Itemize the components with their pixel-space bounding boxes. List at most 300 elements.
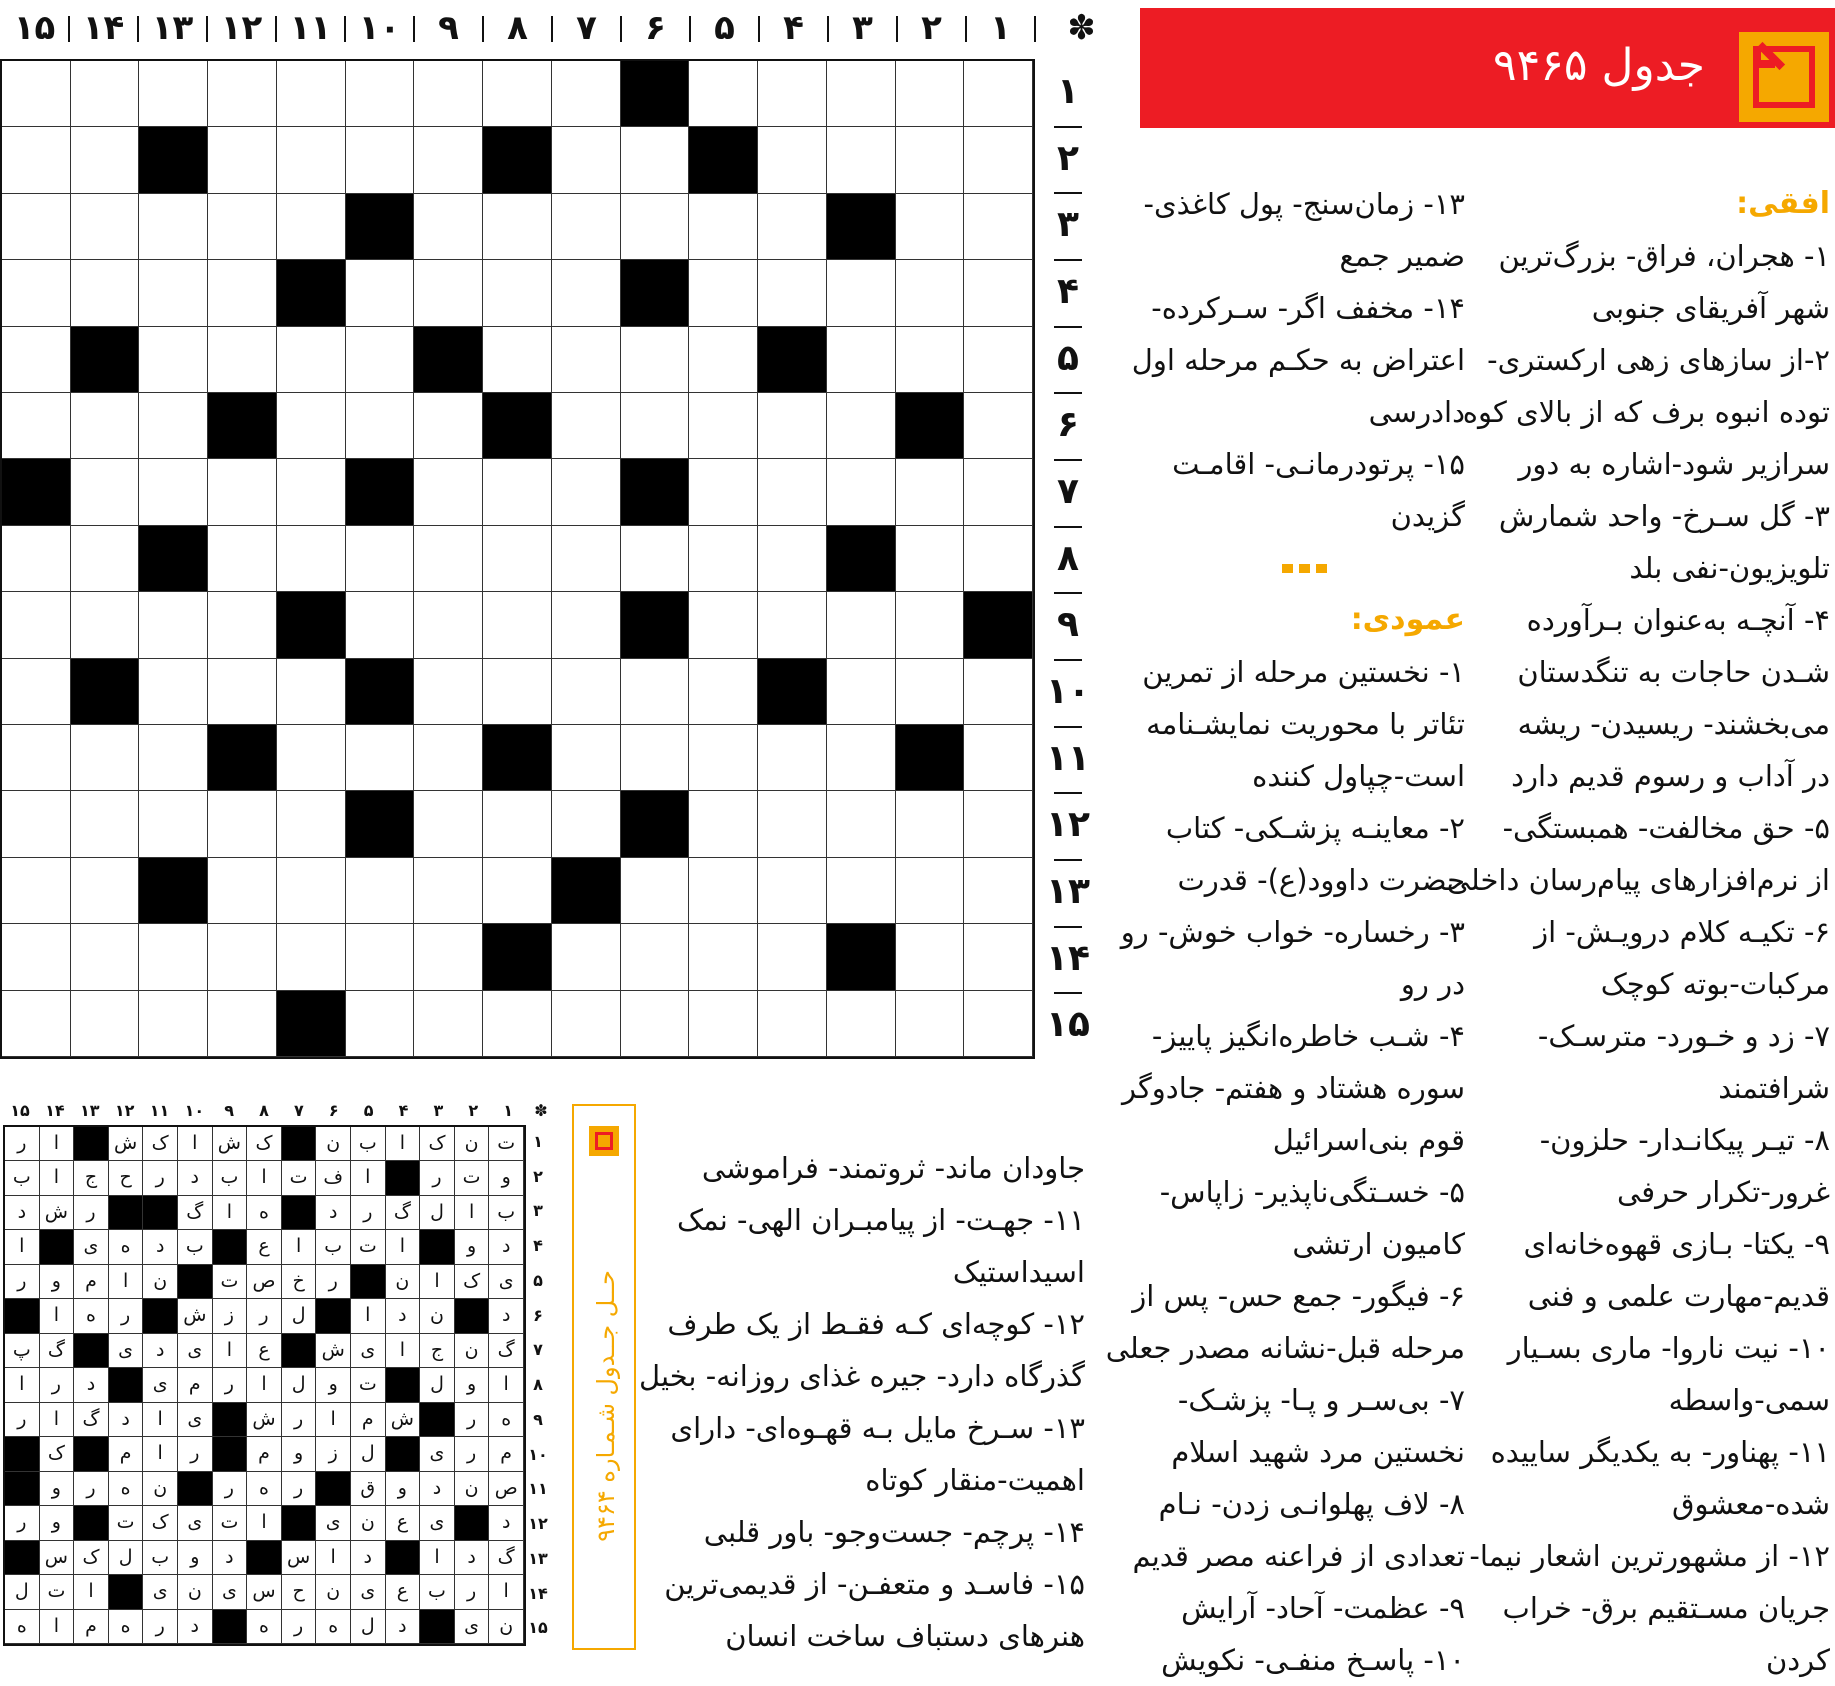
solution-letter: ا [74, 1575, 109, 1609]
solution-black-cell [420, 1610, 455, 1644]
solution-row-number: ۱۱ [528, 1479, 548, 1499]
solution-column-number: ۲ [468, 1101, 479, 1120]
horizontal-clue-line: ۱- هجران، فراق- بزرگ‌ترین [1498, 239, 1830, 273]
solution-letter: ش [40, 1196, 75, 1230]
column-divider [758, 16, 760, 42]
solution-row-number: ۵ [533, 1270, 543, 1290]
grid-cell [208, 592, 277, 658]
corner-arrow-logo-icon [1739, 32, 1829, 122]
solution-letter: د [178, 1161, 213, 1195]
horizontal-clues [1446, 178, 1830, 1686]
black-cell [2, 459, 71, 525]
solution-letter: د [386, 1299, 421, 1333]
solution-letter: ن [489, 1610, 524, 1644]
solution-letter: ا [489, 1575, 524, 1609]
solution-letter: ل [282, 1299, 317, 1333]
grid-cell [139, 659, 208, 725]
black-cell [552, 858, 621, 924]
grid-cell [2, 725, 71, 791]
grid-cell [346, 127, 415, 193]
grid-cell [964, 459, 1033, 525]
grid-cell [896, 327, 965, 393]
vertical-clue-line: ۷- بی‌سـر و پـا- پزشـک- [1177, 1383, 1465, 1417]
grid-cell [483, 592, 552, 658]
solution-column-number: ۸ [259, 1101, 269, 1120]
solution-black-cell [247, 1541, 282, 1575]
row-divider [1054, 259, 1082, 261]
grid-cell [2, 127, 71, 193]
black-cell [346, 194, 415, 260]
solution-letter: ا [351, 1299, 386, 1333]
horizontal-clue-line: ۱۴- مخفف اگر- سـرکرده- [1151, 291, 1465, 325]
grid-cell [827, 327, 896, 393]
solution-letter: ی [351, 1575, 386, 1609]
solution-letter: ع [386, 1506, 421, 1540]
solution-letter: ه [489, 1403, 524, 1437]
solution-letter: د [489, 1506, 524, 1540]
grid-cell [208, 127, 277, 193]
solution-row-number: ۹ [533, 1409, 543, 1429]
column-numbers [0, 2, 1095, 54]
solution-letter: ل [351, 1610, 386, 1644]
grid-cell [139, 194, 208, 260]
grid-cell [483, 459, 552, 525]
solution-black-cell [420, 1230, 455, 1264]
solution-row-number: ۱۳ [528, 1548, 548, 1568]
solution-letter: ا [247, 1161, 282, 1195]
solution-row-number: ۱۰ [528, 1444, 548, 1464]
solution-letter: ک [247, 1127, 282, 1161]
solution-letter: ر [5, 1265, 40, 1299]
grid-cell [208, 327, 277, 393]
solution-letter: ل [420, 1196, 455, 1230]
grid-cell [414, 194, 483, 260]
solution-black-cell [74, 1127, 109, 1161]
vertical-clue-line: مرحله قبل-نشانه مصدر جعلی [1105, 1331, 1465, 1365]
solution-letter: و [455, 1230, 490, 1264]
grid-cell [71, 791, 140, 857]
grid-cell [896, 791, 965, 857]
grid-cell [208, 526, 277, 592]
grid-cell [964, 858, 1033, 924]
black-cell [346, 791, 415, 857]
solution-letter: ی [420, 1506, 455, 1540]
horizontal-clue-line: شـدن حاجات به تنگدستان [1517, 655, 1830, 689]
solution-letter: ی [109, 1334, 144, 1368]
black-cell [71, 659, 140, 725]
column-divider [551, 16, 553, 42]
column-divider [620, 16, 622, 42]
solution-letter: ا [109, 1265, 144, 1299]
grid-cell [414, 61, 483, 127]
star-marker: ✽ [1067, 8, 1096, 48]
vertical-clue-line: ۲- معاینـه پزشـکی- کتاب [1165, 811, 1465, 845]
grid-cell [414, 592, 483, 658]
solution-letter: ی [316, 1506, 351, 1540]
solution-letter: ه [109, 1610, 144, 1644]
horizontal-clue-line: تلویزیون-نفی بلد [1629, 551, 1830, 585]
grid-cell [896, 592, 965, 658]
row-number: ۱۲ [1046, 804, 1090, 846]
previous-vertical-clue-line: ۱۳- سـرخ مایل بـه قهـوه‌ای- دارای [670, 1411, 1085, 1445]
solution-black-cell [74, 1437, 109, 1471]
solution-grid [3, 1125, 526, 1646]
solution-letter: گ [489, 1541, 524, 1575]
grid-cell [552, 459, 621, 525]
grid-cell [139, 327, 208, 393]
grid-cell [483, 526, 552, 592]
solution-row-number: ۳ [533, 1201, 543, 1221]
grid-cell [277, 327, 346, 393]
solution-black-cell [386, 1437, 421, 1471]
solution-letter: ر [109, 1299, 144, 1333]
solution-letter: ی [74, 1230, 109, 1264]
grid-cell [758, 459, 827, 525]
solution-letter: ا [5, 1368, 40, 1402]
solution-letter: ن [351, 1506, 386, 1540]
solution-letter: م [109, 1437, 144, 1471]
horizontal-clue-line: ۵- حق مخالفت- همبستگی- [1502, 811, 1830, 845]
horizontal-clue-line: توده انبوه برف که از بالای کوه [1462, 395, 1830, 429]
solution-letter: گ [489, 1334, 524, 1368]
solution-black-cell [5, 1541, 40, 1575]
column-number: ۷ [576, 8, 597, 48]
solution-letter: ب [420, 1575, 455, 1609]
solution-column-number: ۷ [294, 1101, 304, 1120]
solution-letter: ج [420, 1334, 455, 1368]
solution-letter: ر [455, 1403, 490, 1437]
solution-column-number: ۱۰ [184, 1101, 205, 1120]
solution-letter: ل [109, 1541, 144, 1575]
grid-cell [689, 924, 758, 990]
horizontal-clue-line: ۶- تکیـه کلام درویـش- از [1534, 915, 1830, 949]
grid-cell [2, 592, 71, 658]
grid-cell [896, 858, 965, 924]
previous-vertical-clue-line: جاودان ماند- ثروتمند- فراموشی [701, 1151, 1085, 1185]
grid-cell [277, 194, 346, 260]
solution-logo-icon [589, 1126, 619, 1156]
solution-letter: ر [316, 1265, 351, 1299]
grid-cell [758, 61, 827, 127]
grid-cell [71, 924, 140, 990]
solution-letter: ه [247, 1472, 282, 1506]
solution-letter: م [247, 1437, 282, 1471]
solution-letter: ع [386, 1575, 421, 1609]
horizontal-clue-line: جریان مسـتقیم برق- خراب [1502, 1591, 1830, 1625]
column-number: ۱۳ [151, 8, 194, 48]
horizontal-clue-line: ۴- آنچـه به‌عنوان بـرآورده [1526, 603, 1830, 637]
grid-cell [552, 725, 621, 791]
horizontal-clue-line: ۳- گل سـرخ- واحد شمارش [1498, 499, 1830, 533]
solution-letter: ی [455, 1610, 490, 1644]
grid-cell [139, 459, 208, 525]
grid-cell [827, 459, 896, 525]
solution-letter: ر [420, 1161, 455, 1195]
solution-letter: ب [213, 1161, 248, 1195]
solution-letter: ت [282, 1161, 317, 1195]
row-divider [1054, 792, 1082, 794]
clues-middle-column [1105, 178, 1465, 1686]
grid-cell [139, 393, 208, 459]
solution-letter: ن [143, 1472, 178, 1506]
solution-letter: ل [5, 1575, 40, 1609]
solution-black-cell [109, 1196, 144, 1230]
solution-column-number: ۵ [363, 1101, 374, 1120]
solution-letter: ص [489, 1472, 524, 1506]
grid-cell [758, 592, 827, 658]
solution-letter: گ [40, 1334, 75, 1368]
solution-letter: د [351, 1541, 386, 1575]
column-divider [413, 16, 415, 42]
grid-cell [71, 260, 140, 326]
grid-cell [552, 194, 621, 260]
solution-letter: م [351, 1403, 386, 1437]
black-cell [346, 659, 415, 725]
solution-letter: ه [247, 1610, 282, 1644]
column-number: ۱۵ [13, 8, 56, 48]
grid-cell [621, 327, 690, 393]
column-divider [68, 16, 70, 42]
grid-cell [621, 858, 690, 924]
row-number: ۱۱ [1046, 737, 1090, 779]
solution-black-cell [213, 1437, 248, 1471]
black-cell [208, 725, 277, 791]
vertical-heading: عمودی: [1350, 602, 1465, 637]
solution-letter: ر [455, 1437, 490, 1471]
grid-cell [2, 791, 71, 857]
row-divider [1054, 326, 1082, 328]
grid-cell [2, 194, 71, 260]
solution-letter: ر [74, 1196, 109, 1230]
column-divider [827, 16, 829, 42]
grid-cell [689, 991, 758, 1057]
solution-letter: ب [316, 1230, 351, 1264]
solution-letter: ی [178, 1334, 213, 1368]
vertical-clue-line: ۹- عظمت- آحاد- آرایش [1181, 1591, 1465, 1625]
solution-letter: ک [143, 1127, 178, 1161]
solution-letter: ا [420, 1265, 455, 1299]
solution-row-number: ۱۵ [528, 1618, 548, 1638]
grid-cell [896, 659, 965, 725]
grid-cell [621, 194, 690, 260]
grid-cell [827, 592, 896, 658]
column-number: ۶ [645, 8, 666, 48]
grid-cell [139, 260, 208, 326]
solution-black-cell [386, 1161, 421, 1195]
solution-letter: ا [247, 1506, 282, 1540]
previous-vertical-clues [639, 1142, 1085, 1662]
grid-cell [208, 858, 277, 924]
solution-letter: ر [455, 1575, 490, 1609]
black-cell [827, 924, 896, 990]
column-number: ۲ [921, 8, 942, 48]
grid-cell [71, 526, 140, 592]
row-number: ۷ [1057, 471, 1079, 512]
row-number: ۵ [1057, 337, 1079, 379]
grid-cell [552, 791, 621, 857]
solution-letter: ک [74, 1541, 109, 1575]
black-cell [621, 459, 690, 525]
grid-cell [552, 659, 621, 725]
grid-cell [277, 61, 346, 127]
column-number: ۱۰ [358, 8, 401, 48]
solution-letter: ا [143, 1437, 178, 1471]
horizontal-clue-line: ۱۳- زمان‌سنج- پول کاغذی- [1143, 187, 1465, 221]
solution-letter: د [386, 1610, 421, 1644]
grid-cell [208, 991, 277, 1057]
grid-cell [139, 791, 208, 857]
solution-black-cell [178, 1472, 213, 1506]
solution-letter: س [40, 1541, 75, 1575]
grid-cell [827, 260, 896, 326]
grid-cell [758, 127, 827, 193]
solution-black-cell [74, 1334, 109, 1368]
solution-letter: د [74, 1368, 109, 1402]
solution-letter: ی [143, 1575, 178, 1609]
crossword-grid [0, 59, 1035, 1059]
grid-cell [689, 393, 758, 459]
grid-cell [552, 127, 621, 193]
solution-column-number: ۴ [398, 1101, 409, 1120]
row-number: ۱۳ [1046, 871, 1090, 912]
solution-letter: و [282, 1437, 317, 1471]
solution-column-number: ۱۲ [114, 1101, 135, 1120]
solution-column-number: ۱ [503, 1101, 513, 1120]
horizontal-clue-line: کردن [1765, 1643, 1830, 1677]
solution-letter: ر [178, 1437, 213, 1471]
grid-cell [827, 393, 896, 459]
grid-cell [277, 725, 346, 791]
row-number: ۹ [1057, 604, 1079, 646]
solution-letter: ا [386, 1230, 421, 1264]
solution-black-cell [386, 1368, 421, 1402]
black-cell [689, 127, 758, 193]
row-number: ۶ [1057, 404, 1079, 446]
grid-cell [483, 260, 552, 326]
grid-cell [483, 327, 552, 393]
grid-cell [346, 526, 415, 592]
grid-cell [621, 127, 690, 193]
column-number: ۴ [783, 8, 804, 48]
solution-letter: ا [386, 1127, 421, 1161]
grid-cell [208, 194, 277, 260]
solution-letter: م [74, 1610, 109, 1644]
solution-letter: ن [455, 1334, 490, 1368]
solution-black-cell [420, 1403, 455, 1437]
solution-star-marker: ✽ [534, 1101, 548, 1120]
grid-cell [71, 592, 140, 658]
solution-letter: ا [213, 1334, 248, 1368]
solution-letter: ت [213, 1506, 248, 1540]
grid-cell [277, 858, 346, 924]
grid-cell [689, 260, 758, 326]
grid-cell [2, 858, 71, 924]
grid-cell [964, 327, 1033, 393]
solution-letter: ت [489, 1127, 524, 1161]
grid-cell [346, 393, 415, 459]
solution-letter: ا [420, 1541, 455, 1575]
grid-cell [827, 858, 896, 924]
solution-letter: ر [282, 1403, 317, 1437]
grid-cell [414, 725, 483, 791]
row-number: ۱۴ [1046, 937, 1090, 979]
grid-cell [964, 127, 1033, 193]
grid-cell [964, 659, 1033, 725]
solution-letter: ف [316, 1161, 351, 1195]
solution-letter: ک [143, 1506, 178, 1540]
solution-letter: ت [109, 1506, 144, 1540]
horizontal-clue-line: ۱۱- پهناور- به یکدیگر ساییده [1490, 1435, 1830, 1469]
solution-letter: ا [489, 1368, 524, 1402]
solution-letter: و [455, 1368, 490, 1402]
grid-cell [689, 526, 758, 592]
black-cell [139, 526, 208, 592]
row-number: ۸ [1057, 537, 1079, 579]
solution-letter: ی [178, 1506, 213, 1540]
solution-letter: د [455, 1541, 490, 1575]
solution-letter: خ [282, 1265, 317, 1299]
solution-letter: ب [5, 1161, 40, 1195]
solution-black-cell [316, 1299, 351, 1333]
solution-column-number: ۳ [433, 1101, 444, 1120]
grid-cell [621, 659, 690, 725]
grid-cell [2, 924, 71, 990]
horizontal-clue-line: ۱۵- پرتودرمانـی- اقامـت [1172, 447, 1465, 481]
grid-cell [758, 791, 827, 857]
grid-cell [71, 393, 140, 459]
solution-letter: ا [40, 1610, 75, 1644]
vertical-clue-line: قوم بنی‌اسرائیل [1272, 1123, 1465, 1157]
solution-letter: ه [109, 1230, 144, 1264]
solution-black-cell [282, 1127, 317, 1161]
column-divider [137, 16, 139, 42]
solution-letter: ا [143, 1403, 178, 1437]
solution-letter: ل [420, 1368, 455, 1402]
grid-cell [621, 393, 690, 459]
grid-cell [71, 194, 140, 260]
grid-cell [689, 459, 758, 525]
black-cell [346, 459, 415, 525]
row-divider [1054, 992, 1082, 994]
column-number: ۳ [852, 8, 873, 48]
vertical-clue-line: تئاتر با محوریت نمایشـنامه [1146, 707, 1465, 741]
solution-tab [572, 1104, 636, 1650]
solution-letter: ی [489, 1265, 524, 1299]
grid-cell [964, 194, 1033, 260]
grid-cell [414, 127, 483, 193]
solution-letter: ح [109, 1161, 144, 1195]
solution-letter: ا [178, 1127, 213, 1161]
solution-letter: ی [351, 1334, 386, 1368]
solution-letter: ن [316, 1127, 351, 1161]
solution-letter: ش [109, 1127, 144, 1161]
black-cell [827, 526, 896, 592]
horizontal-clue-line: شرافتمند [1718, 1071, 1830, 1105]
black-cell [483, 924, 552, 990]
solution-letter: ی [143, 1368, 178, 1402]
previous-vertical-clue-line: اهمیت-منقار کوتاه [865, 1463, 1085, 1497]
solution-letter: م [178, 1368, 213, 1402]
solution-letter: و [316, 1368, 351, 1402]
grid-cell [346, 327, 415, 393]
solution-title: حــل جــدول شـمـاره ۹۴۶۴ [592, 1270, 620, 1542]
horizontal-heading: افقی: [1736, 186, 1830, 221]
solution-letter: پ [5, 1334, 40, 1368]
vertical-clue-line: سوره هشتاد و هفتم- جادوگر [1122, 1071, 1465, 1105]
grid-cell [896, 260, 965, 326]
solution-black-cell [455, 1299, 490, 1333]
solution-letter: ع [247, 1334, 282, 1368]
